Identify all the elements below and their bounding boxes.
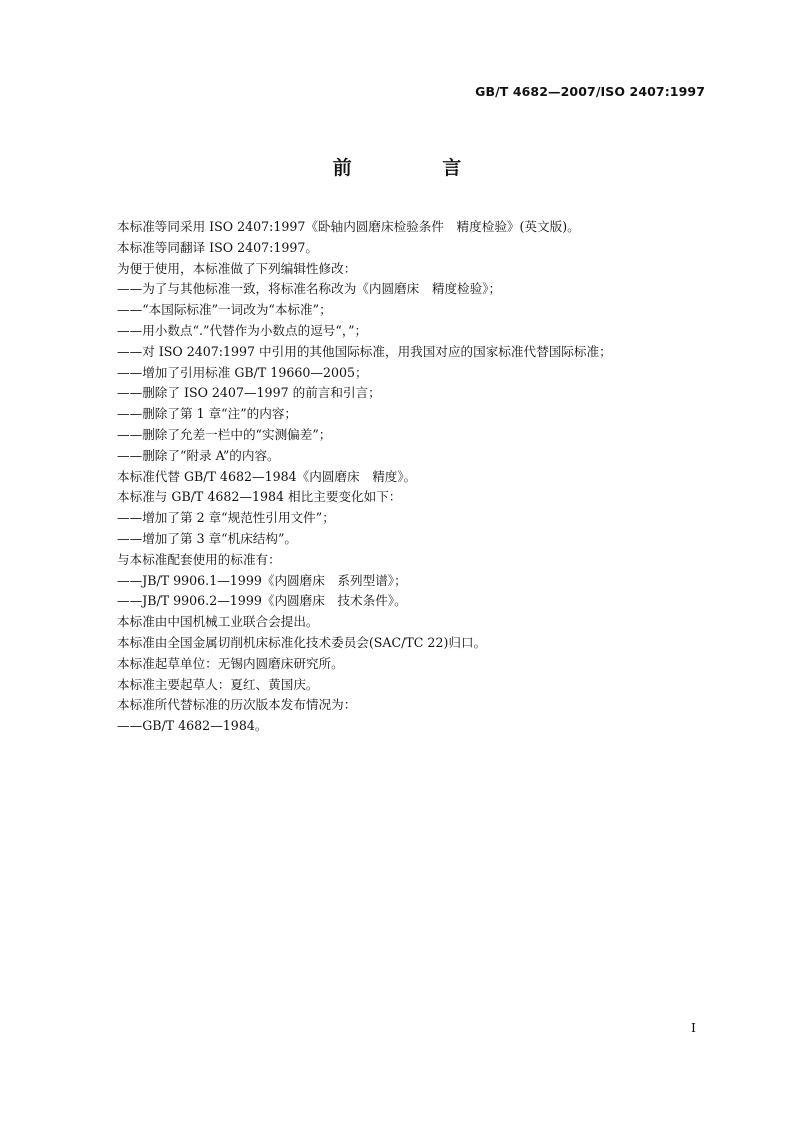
foreword-line: 本标准等同翻译 ISO 2407:1997。 xyxy=(117,239,319,255)
foreword-line: ——用小数点“.”代替作为小数点的逗号“，”； xyxy=(117,322,368,338)
foreword-line: ——删除了允差一栏中的“实测偏差”； xyxy=(117,426,332,442)
foreword-line: ——为了与其他标准一致，将标准名称改为《内圆磨床 精度检验》； xyxy=(117,281,502,297)
foreword-body xyxy=(117,217,717,737)
foreword-line: 本标准与 GB/T 4682—1984 相比主要变化如下： xyxy=(117,489,402,505)
foreword-line: 本标准由全国金属切削机床标准化技术委员会(SAC/TC 22)归口。 xyxy=(117,634,487,650)
foreword-line: 为便于使用，本标准做了下列编辑性修改： xyxy=(117,260,357,276)
foreword-line: ——增加了引用标准 GB/T 19660—2005； xyxy=(117,364,368,380)
foreword-line: ——增加了第 2 章“规范性引用文件”； xyxy=(117,510,335,526)
foreword-line: 本标准起草单位：无锡内圆磨床研究所。 xyxy=(117,655,344,671)
foreword-line: ——“本国际标准”一词改为“本标准”； xyxy=(117,302,332,318)
foreword-line: 本标准等同采用 ISO 2407:1997《卧轴内圆磨床检验条件 精度检验》(英文版)。 xyxy=(117,219,580,234)
foreword-line: ——删除了“附录 A”的内容。 xyxy=(117,447,280,463)
foreword-line: ——JB/T 9906.2—1999《内圆磨床 技术条件》。 xyxy=(117,593,407,609)
foreword-line: ——增加了第 3 章“机床结构”。 xyxy=(117,530,298,546)
foreword-line: 本标准代替 GB/T 4682—1984《内圆磨床 精度》。 xyxy=(117,468,417,484)
foreword-line: ——GB/T 4682—1984。 xyxy=(117,718,268,734)
foreword-line: 本标准主要起草人：夏红、黄国庆。 xyxy=(117,676,319,692)
foreword-line: 与本标准配套使用的标准有： xyxy=(117,551,281,567)
foreword-line: 本标准所代替标准的历次版本发布情况为： xyxy=(117,697,357,713)
foreword-line: ——JB/T 9906.1—1999《内圆磨床 系列型谱》； xyxy=(117,572,407,588)
foreword-line: ——删除了第 1 章“注”的内容； xyxy=(117,406,298,422)
foreword-line: ——对 ISO 2407:1997 中引用的其他国际标准，用我国对应的国家标准代替国际标准； xyxy=(117,343,612,359)
foreword-line: 本标准由中国机械工业联合会提出。 xyxy=(117,614,319,630)
page-number: I xyxy=(691,1020,696,1035)
foreword-line: ——删除了 ISO 2407—1997 的前言和引言； xyxy=(117,385,381,401)
standard-code-header: GB/T 4682—2007/ISO 2407:1997 xyxy=(475,84,705,99)
page-title: 前 言 xyxy=(332,157,504,179)
